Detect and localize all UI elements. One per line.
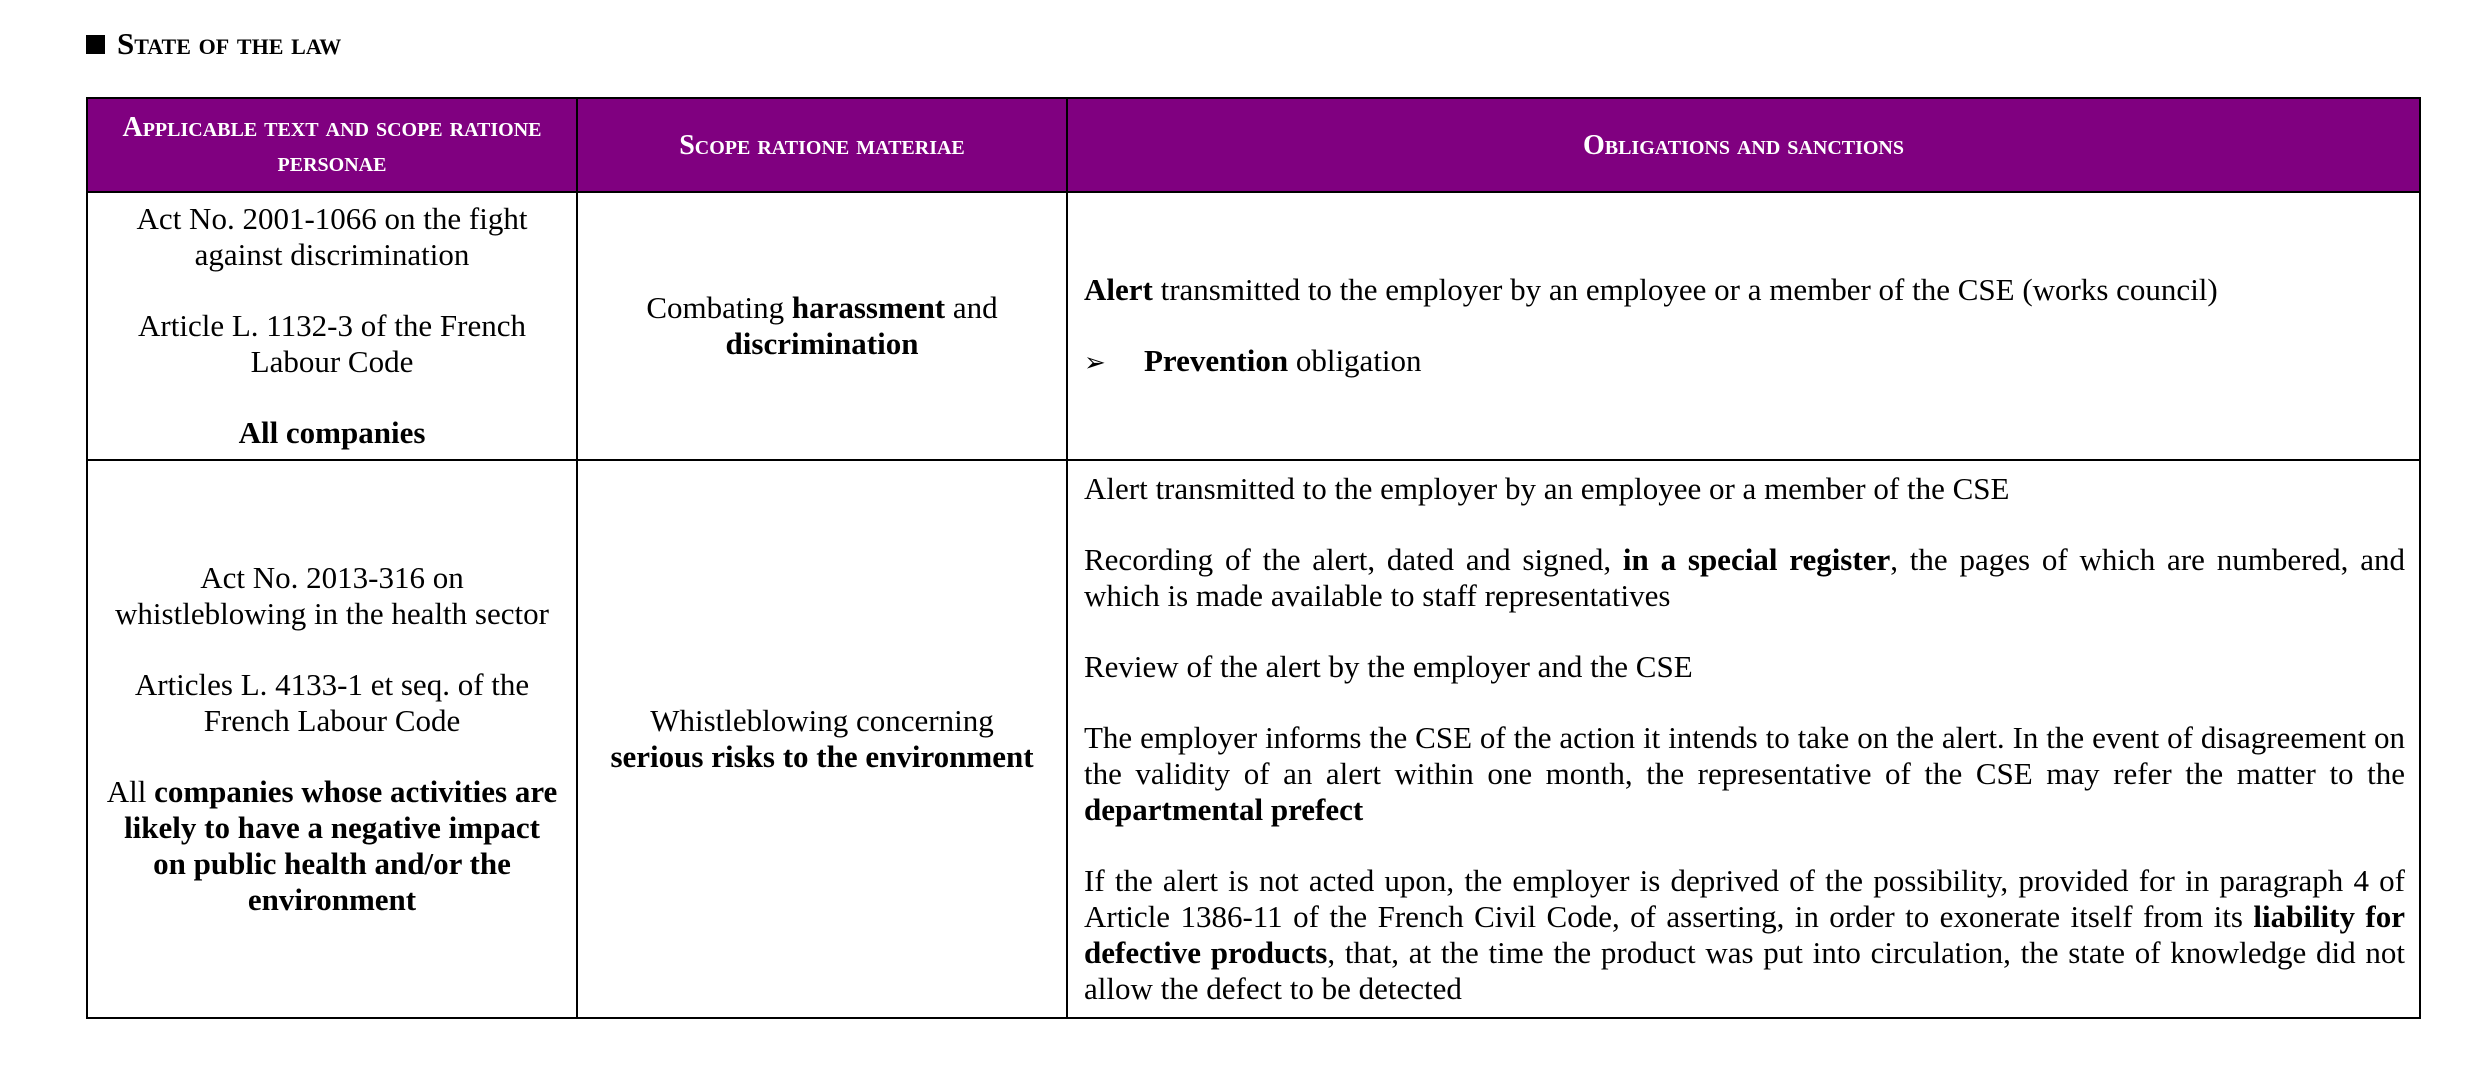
scope-prefix: Combating [646,290,792,325]
table-row [87,460,2420,1018]
article-reference: Articles L. 4133-1 et seq. of the French Labour Code [134,667,530,738]
column-header-applicable-text: Applicable text and scope ratione personae [87,98,577,192]
obligation-paragraph-5 [1084,863,2405,1007]
prevention-text [1144,343,1422,379]
prevention-bold: Prevention [1144,342,1289,378]
table-row [87,192,2420,460]
companies-bold: companies whose activities are likely to have a negative impact on public health and/or the environment [124,774,558,917]
table-header-row [87,98,2420,192]
applicable-text-cell [87,192,577,460]
obligation-paragraph-3: Review of the alert by the employer and the CSE [1084,649,1693,684]
arrow-bullet-icon: ➢ [1084,347,1106,378]
alert-rest: transmitted to the employer by an employee or a member of the CSE (works council) [1152,271,2218,307]
p2-pre: Recording of the alert, dated and signed, [1084,542,1623,577]
p2-post: , the pages of which are numbered, and which is made available to staff representatives [1084,542,2405,613]
obligation-paragraph-4 [1084,720,2405,828]
companies-prefix: All [106,774,155,809]
obligations-cell [1067,192,2420,460]
obligation-paragraph-1: Alert transmitted to the employer by an employee or a member of the CSE [1084,471,2010,506]
scope-bold: serious risks to the environment [610,739,1034,774]
applicable-text-cell [87,460,577,1018]
obligations-cell [1067,460,2420,1018]
scope-and: and [945,290,998,325]
alert-bold: Alert [1084,271,1153,307]
law-table [86,97,2421,1019]
p4-bold: departmental prefect [1084,792,1364,827]
prevention-rest: obligation [1288,342,1422,378]
prevention-bullet [1084,343,2405,381]
act-reference: Act No. 2013-316 on whistleblowing in the health sector [115,560,549,631]
companies-scope: All companies [238,415,426,450]
scope-discrimination: discrimination [725,326,919,361]
column-header-scope-materiae: Scope ratione materiae [577,98,1067,192]
alert-paragraph [1084,272,2405,308]
act-reference: Act No. 2001-1066 on the fight against discrimination [136,201,528,272]
p5-pre: If the alert is not acted upon, the employer is deprived of the possibility, provided for in paragraph 4 of Article 1386-11 of the French Civil Code, of asserting, in order to exonerate itself from its [1084,863,2405,934]
scope-harassment: harassment [791,290,946,325]
p2-bold: in a special register [1622,542,1891,577]
scope-materiae-cell [577,460,1067,1018]
section-heading-text: State of the law [117,26,342,61]
article-reference: Article L. 1132-3 of the French Labour Code [138,308,526,379]
p5-post: , that, at the time the product was put into circulation, the state of knowledge did not allow the defect to be detected [1084,935,2405,1006]
scope-text [596,290,1048,362]
scope-materiae-cell [577,192,1067,460]
companies-scope [106,774,558,918]
p5-bold: liability for defective products [1084,899,2405,970]
scope-line: Whistleblowing concerning [650,703,994,738]
p4-pre: The employer informs the CSE of the action it intends to take on the alert. In the event of disagreement on the validity of an alert within one month, the representative of the CSE may refer the matter to the [1084,720,2405,791]
section-heading [86,24,341,64]
obligation-paragraph-2 [1084,542,2405,614]
column-header-obligations: Obligations and sanctions [1067,98,2420,192]
square-bullet-icon [86,35,105,54]
